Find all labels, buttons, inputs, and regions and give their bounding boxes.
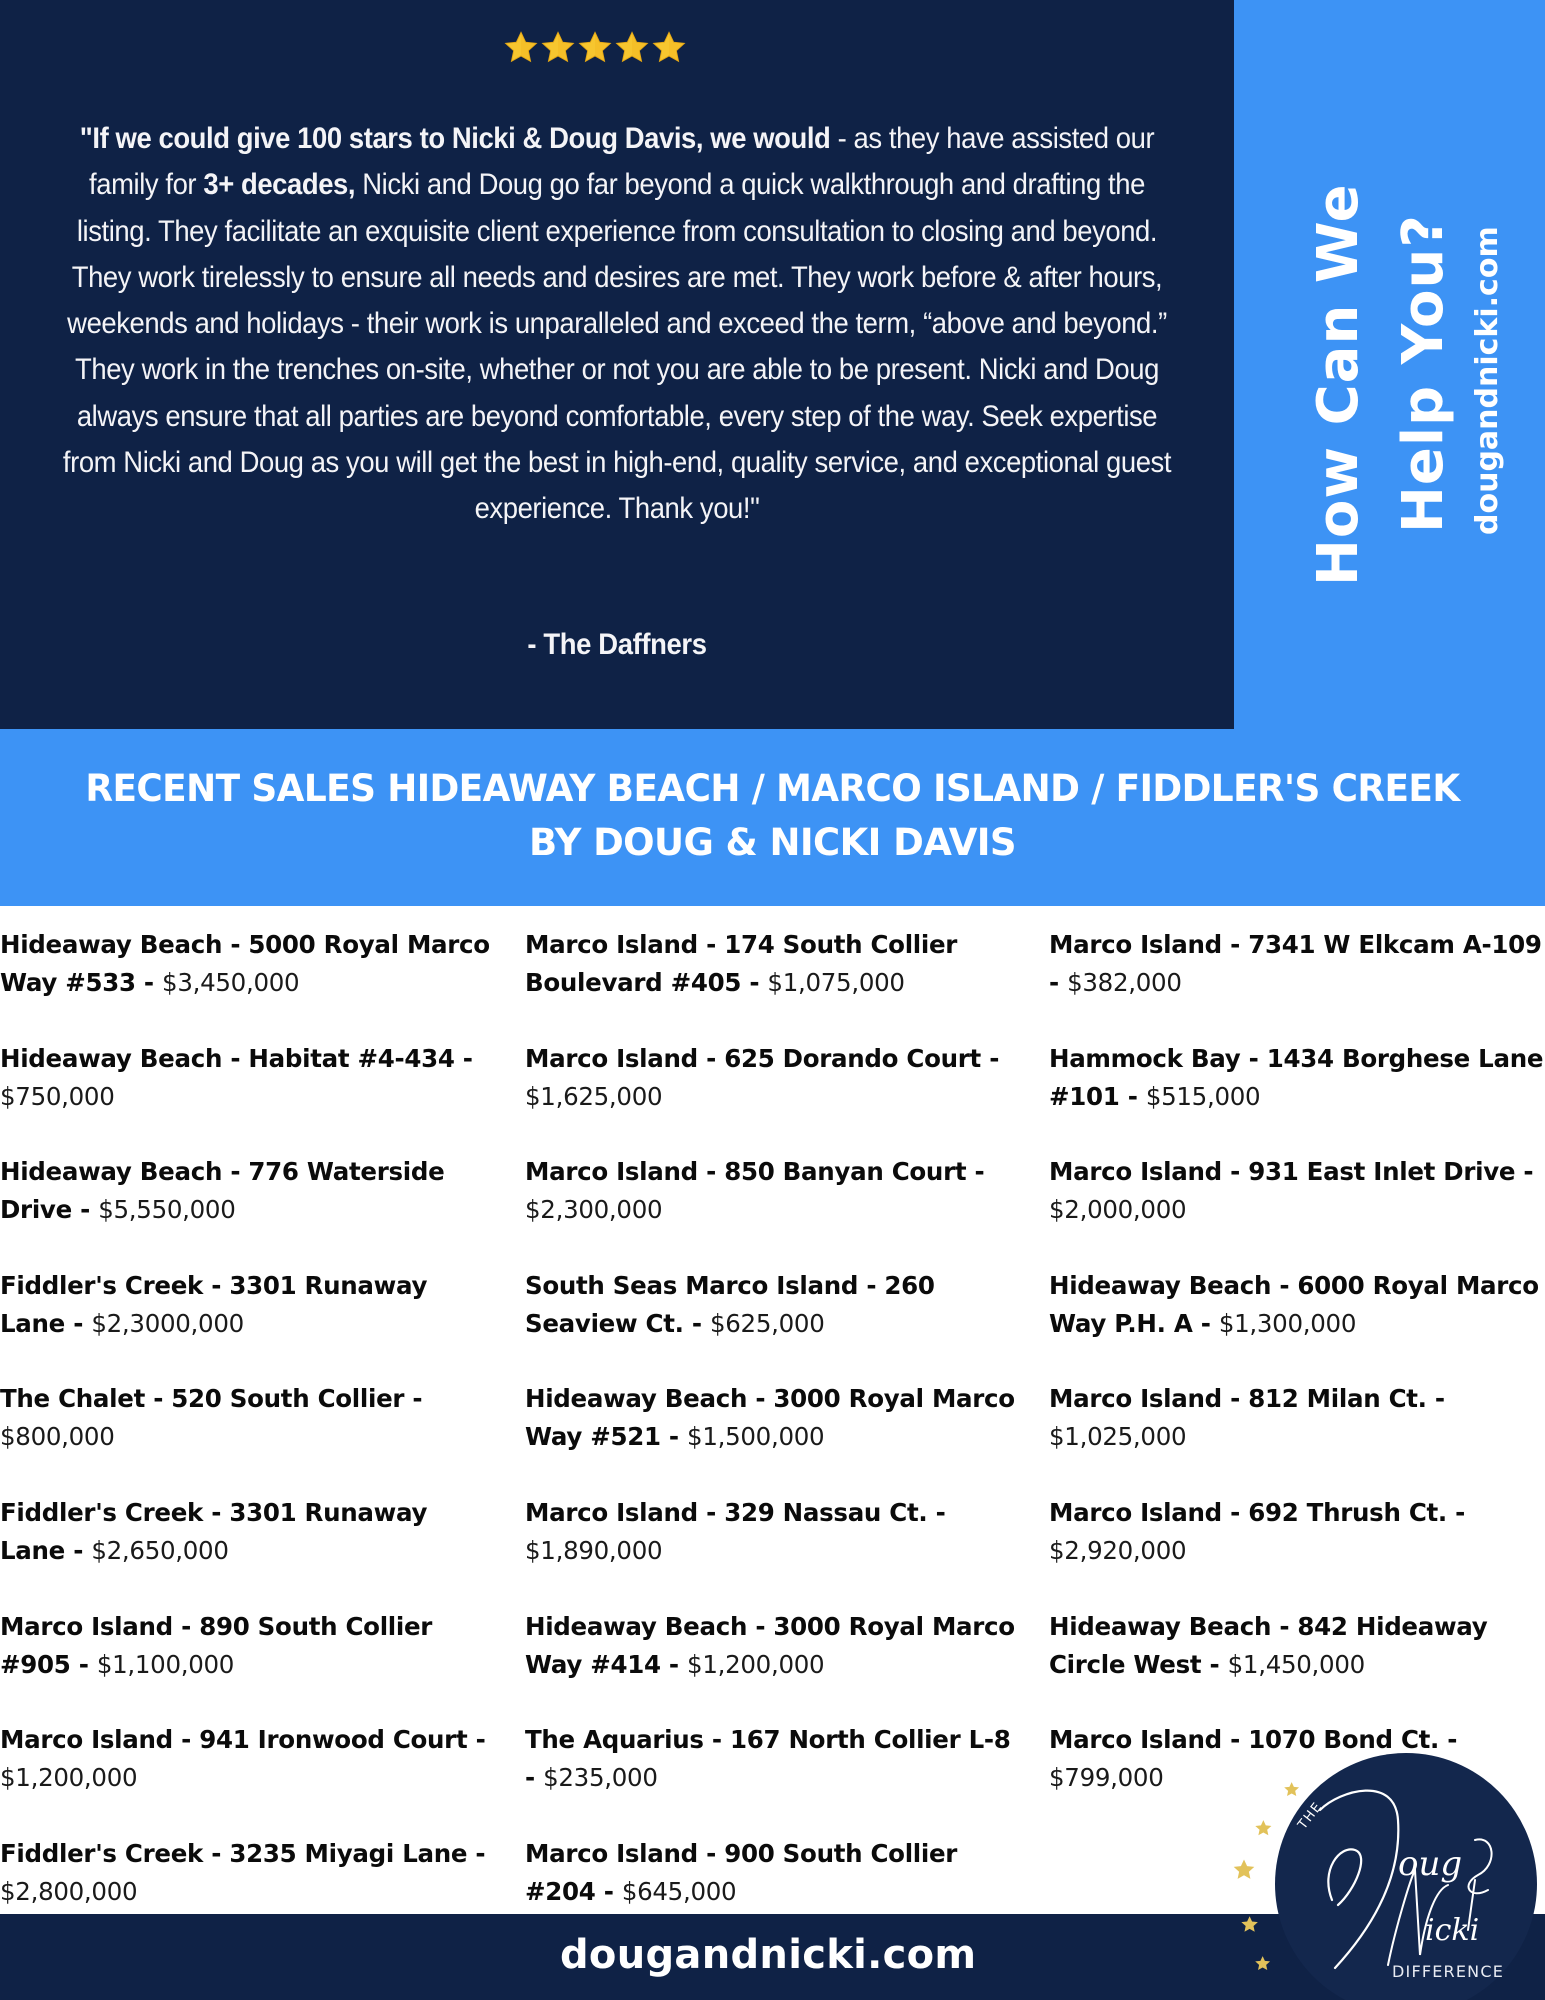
sale-item xyxy=(525,1380,1025,1494)
sale-address: Marco Island - 890 South Collier #905 - xyxy=(0,1611,433,1679)
sale-price: $1,200,000 xyxy=(0,1763,138,1793)
sale-address: South Seas Marco Island - 260 Seaview Ct. - xyxy=(525,1270,935,1338)
logo-script-doug: oug xyxy=(1398,1844,1463,1884)
sale-address: Marco Island - 174 South Collier Boulevard #405 - xyxy=(525,930,958,997)
quote-text: - as they have assisted our family for xyxy=(89,122,1155,202)
cta-website-link[interactable]: dougandnicki.com xyxy=(1470,226,1505,535)
sale-price: $515,000 xyxy=(1145,1081,1261,1111)
sale-item xyxy=(525,1267,1025,1381)
sale-address: Hideaway Beach - 3000 Royal Marco Way #521 - xyxy=(525,1384,1015,1452)
sale-item xyxy=(525,1608,1025,1722)
sales-column-2 xyxy=(525,926,1025,1948)
sale-address: Hammock Bay - 1434 Borghese Lane #101 - xyxy=(1049,1043,1544,1111)
testimonial-attribution: - The Daffners xyxy=(527,628,707,661)
sale-price: $645,000 xyxy=(621,1876,737,1906)
sale-item xyxy=(0,1380,500,1494)
sale-address: Hideaway Beach - 776 Waterside Drive - xyxy=(0,1157,445,1225)
sale-item xyxy=(525,1153,1025,1267)
sale-price: $3,450,000 xyxy=(162,968,300,997)
sale-address: The Aquarius - 167 North Collier L-8 - xyxy=(525,1725,1011,1793)
sale-price: $382,000 xyxy=(1067,968,1182,997)
sale-item xyxy=(1049,926,1545,1040)
star-icon xyxy=(577,30,613,66)
sale-address: Marco Island - 931 East Inlet Drive - xyxy=(1049,1157,1534,1187)
sale-address: Marco Island - 941 Ironwood Court - xyxy=(0,1725,486,1755)
sale-address: Fiddler's Creek - 3235 Miyagi Lane - xyxy=(0,1838,486,1868)
star-icon xyxy=(614,30,650,66)
sale-address: Hideaway Beach - 842 Hideaway Circle West - xyxy=(1049,1611,1488,1679)
sales-column-1 xyxy=(0,926,500,1948)
sale-price: $800,000 xyxy=(0,1422,115,1452)
sale-price: $2,650,000 xyxy=(91,1535,229,1565)
brand-logo-icon xyxy=(1220,1740,1545,2000)
sale-item xyxy=(0,1494,500,1608)
sale-address: Hideaway Beach - 5000 Royal Marco Way #533 - xyxy=(0,930,490,997)
sale-address: Marco Island - 692 Thrush Ct. - xyxy=(1049,1497,1466,1527)
sale-price: $750,000 xyxy=(0,1081,115,1111)
quote-text: Nicki and Doug go far beyond a quick walkthrough and drafting the listing. They facilitate an exquisite client experience from consultation to closing and beyond. They work tirelessly to ensure all needs and desires are met. They work before & after hours, weekends and holidays - their work is unparalleled and exceed the term, “above and beyond.” They work in the trenches on-site, whether or not you are able to be present. Nicki and Doug always ensure that all parties are beyond comfortable, every step of the way. Seek expertise from Nicki and Doug as you will get the best in high-end, quality service, and exceptional guest experience. Thank you!" xyxy=(62,168,1172,526)
sale-address: Hideaway Beach - 6000 Royal Marco Way P.H. A - xyxy=(1049,1270,1539,1338)
sale-address: Marco Island - 625 Dorando Court - xyxy=(525,1043,1000,1073)
testimonial-quote xyxy=(51,116,1184,533)
sale-item xyxy=(1049,1153,1545,1267)
banner-title: RECENT SALES HIDEAWAY BEACH / MARCO ISLAND / FIDDLER'S CREEK xyxy=(85,767,1460,810)
sale-address: Fiddler's Creek - 3301 Runaway Lane - xyxy=(0,1497,428,1565)
sale-price: $1,450,000 xyxy=(1227,1649,1365,1679)
svg-text:THE: THE xyxy=(1295,1799,1326,1833)
sale-price: $1,200,000 xyxy=(687,1649,825,1679)
quote-bold-decades: 3+ decades, xyxy=(203,168,356,202)
sale-price: $2,300,000 xyxy=(525,1195,663,1225)
sale-item xyxy=(1049,1608,1545,1722)
sale-item xyxy=(525,1494,1025,1608)
sale-address: Fiddler's Creek - 3301 Runaway Lane - xyxy=(0,1270,428,1338)
sale-address: Marco Island - 812 Milan Ct. - xyxy=(1049,1384,1445,1414)
sale-address: The Chalet - 520 South Collier - xyxy=(0,1384,423,1414)
sale-address: Marco Island - 850 Banyan Court - xyxy=(525,1157,985,1187)
sale-item xyxy=(525,926,1025,1040)
sale-item xyxy=(1049,1380,1545,1494)
sale-price: $1,025,000 xyxy=(1049,1422,1187,1452)
sale-price: $2,000,000 xyxy=(1049,1195,1187,1225)
sale-price: $2,3000,000 xyxy=(91,1308,244,1338)
sale-price: $235,000 xyxy=(543,1763,658,1793)
brand-logo xyxy=(1220,1740,1545,2000)
cta-heading-line2: Help You? xyxy=(1391,214,1456,533)
sale-item xyxy=(1049,1040,1545,1154)
sale-address: Hideaway Beach - Habitat #4-434 - xyxy=(0,1043,473,1073)
sale-price: $1,100,000 xyxy=(96,1649,235,1679)
sale-item xyxy=(0,1153,500,1267)
testimonial-panel xyxy=(0,0,1234,729)
sale-price: $2,800,000 xyxy=(0,1876,138,1906)
sale-price: $625,000 xyxy=(709,1308,825,1338)
sale-item xyxy=(525,1040,1025,1154)
star-rating xyxy=(503,30,687,68)
recent-sales-banner xyxy=(0,729,1545,906)
sale-item xyxy=(0,1721,500,1835)
sale-item xyxy=(0,1040,500,1154)
cta-heading-line1: How Can We xyxy=(1306,183,1371,586)
star-icon xyxy=(503,30,539,66)
sale-price: $5,550,000 xyxy=(98,1195,236,1225)
sale-price: $799,000 xyxy=(1049,1763,1164,1793)
sale-price: $1,625,000 xyxy=(525,1081,663,1111)
sale-price: $1,500,000 xyxy=(687,1422,825,1452)
sale-price: $1,075,000 xyxy=(767,968,905,997)
star-icon xyxy=(651,30,687,66)
sale-address: Marco Island - 329 Nassau Ct. - xyxy=(525,1497,946,1527)
sale-item xyxy=(1049,1494,1545,1608)
banner-subtitle: BY DOUG & NICKI DAVIS xyxy=(529,821,1016,864)
sale-item xyxy=(1049,1267,1545,1381)
help-cta-panel xyxy=(1234,0,1545,729)
footer-website-link[interactable]: dougandnicki.com xyxy=(560,1932,977,1978)
sale-address: Hideaway Beach - 3000 Royal Marco Way #414 - xyxy=(525,1611,1015,1679)
sale-item xyxy=(0,1267,500,1381)
sales-column-3 xyxy=(1049,926,1545,1835)
sale-item xyxy=(0,926,500,1040)
sale-item xyxy=(525,1721,1025,1835)
sale-item xyxy=(0,1608,500,1722)
sale-price: $1,890,000 xyxy=(525,1535,663,1565)
quote-bold-opening: "If we could give 100 stars to Nicki & Doug Davis, we would xyxy=(79,122,831,155)
sale-price: $1,300,000 xyxy=(1218,1308,1357,1338)
svg-text:DIFFERENCE: DIFFERENCE xyxy=(1392,1962,1505,1981)
star-icon xyxy=(540,30,576,66)
sale-price: $2,920,000 xyxy=(1049,1535,1187,1565)
sale-address: Marco Island - 900 South Collier #204 - xyxy=(525,1838,958,1906)
sale-address: Marco Island - 7341 W Elkcam A-109 - xyxy=(1049,930,1542,997)
sale-address: Marco Island - 1070 Bond Ct. - xyxy=(1049,1725,1458,1755)
logo-script-nicki: icki xyxy=(1425,1913,1480,1948)
